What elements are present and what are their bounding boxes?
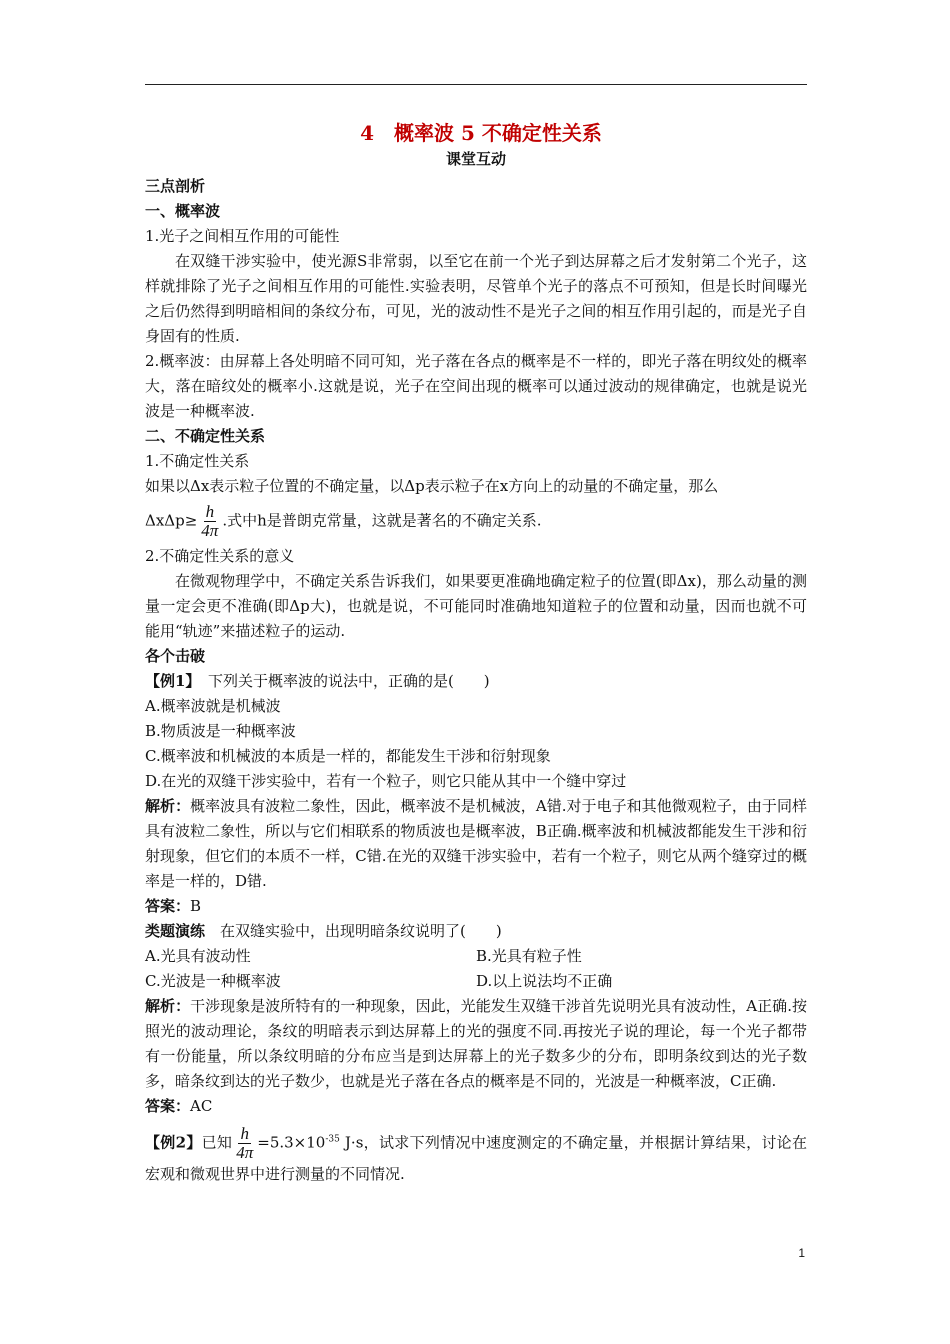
fraction-denominator: 4π (236, 1143, 254, 1162)
question-text: 已知 (201, 1133, 233, 1152)
fraction-numerator: h (205, 502, 215, 521)
header-rule (145, 84, 807, 85)
option: B.光具有粒子性 (476, 947, 582, 965)
heading-probability-wave: 一、概率波 (145, 202, 221, 220)
fraction-numerator: h (240, 1124, 249, 1143)
option: B.物质波是一种概率波 (145, 722, 296, 740)
fraction-h-over-4pi (236, 1125, 253, 1162)
question-text: 下列关于概率波的说法中，正确的是( ) (192, 672, 490, 690)
option: A.概率波就是机械波 (145, 697, 281, 715)
answer-label: 答案： (145, 1097, 191, 1115)
section-heading-breakdown: 各个击破 (145, 647, 206, 665)
analysis (145, 794, 807, 894)
constant-value: =5.3×10 (257, 1133, 326, 1152)
fraction-denominator: 4π (201, 521, 219, 540)
analysis-label: 解析： (145, 797, 191, 815)
unit: J·s (339, 1133, 364, 1152)
example-1-question (145, 669, 807, 694)
paragraph: 在双缝干涉实验中，使光源S非常弱，以至它在前一个光子到达屏幕之后才发射第二个光子，这样就排除了光子之间相互作用的可能性.实验表明，尽管单个光子的落点不可预知，但是长时间曝光之后仍然得到明暗相间的条纹分布，可见，光的波动性不是光子之间的相互作用引起的，而是光子自身固有的性质. (145, 252, 807, 345)
answer (145, 894, 807, 919)
practice-question (145, 919, 807, 944)
page-title: 4 概率波 5 不确定性关系 (360, 121, 602, 145)
option: C.概率波和机械波的本质是一样的，都能发生干涉和衍射现象 (145, 747, 551, 765)
formula-lhs: ΔxΔp≥ (145, 511, 198, 530)
item-title: 2.不确定性关系的意义 (145, 547, 295, 565)
question-text: 在双缝实验中，出现明暗条纹说明了( ) (205, 922, 502, 940)
answer (145, 1094, 807, 1119)
analysis (145, 994, 807, 1094)
item-title: 1.不确定性关系 (145, 452, 250, 470)
analysis-text: 干涉现象是波所特有的一种现象，因此，光能发生双缝干涉首先说明光具有波动性，A正确.按照光的波动理论，条纹的明暗表示到达屏幕上的光的强度不同.再按光子说的理论，每一个光子都带有一份能量，所以条纹明暗的分布应当是到达屏幕上的光子数多少的分布，即明条纹到达的光子数多，暗条纹到达的光子数少，也就是光子落在各点的概率是不同的，光波是一种概率波，C正确. (145, 997, 807, 1090)
answer-value: B (190, 897, 202, 915)
exponent: -35 (325, 1134, 340, 1145)
option: D.在光的双缝干涉实验中，若有一个粒子，则它只能从其中一个缝中穿过 (145, 772, 627, 790)
paragraph: 如果以Δx表示粒子位置的不确定量，以Δp表示粒子在x方向上的动量的不确定量，那么 (145, 477, 719, 495)
practice-tag: 类题演练 (145, 922, 206, 940)
option-row (145, 969, 807, 994)
option: C.光波是一种概率波 (145, 972, 281, 990)
formula-line (145, 503, 807, 540)
page-subtitle: 课堂互动 (445, 150, 506, 168)
answer-value: AC (190, 1097, 213, 1115)
paragraph: 在微观物理学中，不确定关系告诉我们，如果要更准确地确定粒子的位置(即Δx)，那么动量的测量一定会更不准确(即Δp大)，也就是说，不可能同时准确地知道粒子的位置和动量，因而也就不可能用“轨迹”来描述粒子的运动. (145, 572, 807, 640)
example-2-question (145, 1125, 807, 1187)
example-tag: 【例1】 (145, 672, 193, 690)
heading-uncertainty: 二、不确定性关系 (145, 427, 266, 445)
answer-label: 答案： (145, 897, 191, 915)
analysis-text: 概率波具有波粒二象性，因此，概率波不是机械波，A错.对于电子和其他微观粒子，由于同样具有波粒二象性，所以与它们相联系的物质波也是概率波，B正确.概率波和机械波都能发生干涉和衍射现象，但它们的本质不一样，C错.在光的双缝干涉实验中，若有一个粒子，则它从两个缝穿过的概率是一样的，D错. (145, 797, 807, 890)
page-number: 1 (798, 1246, 805, 1260)
formula-text: .式中h是普朗克常量，这就是著名的不确定关系. (222, 511, 542, 530)
example-tag: 【例2】 (145, 1133, 202, 1152)
item-title: 1.光子之间相互作用的可能性 (145, 227, 340, 245)
paragraph: 2.概率波：由屏幕上各处明暗不同可知，光子落在各点的概率是不一样的，即光子落在明纹处的概率大，落在暗纹处的概率小.这就是说，光子在空间出现的概率可以通过波动的规律确定，也就是说光波是一种概率波. (145, 352, 807, 420)
question-text: ，试求下列情况中速度测定的不确定量，并根据计算结果，讨论在宏观和微观世界中进行测量的不同情况. (145, 1133, 807, 1183)
option-row (145, 944, 807, 969)
analysis-label: 解析： (145, 997, 191, 1015)
document-body (145, 118, 807, 1187)
option: D.以上说法均不正确 (476, 972, 613, 990)
fraction-h-over-4pi (201, 503, 218, 540)
section-heading-analysis: 三点剖析 (145, 177, 206, 195)
option: A.光具有波动性 (145, 947, 251, 965)
